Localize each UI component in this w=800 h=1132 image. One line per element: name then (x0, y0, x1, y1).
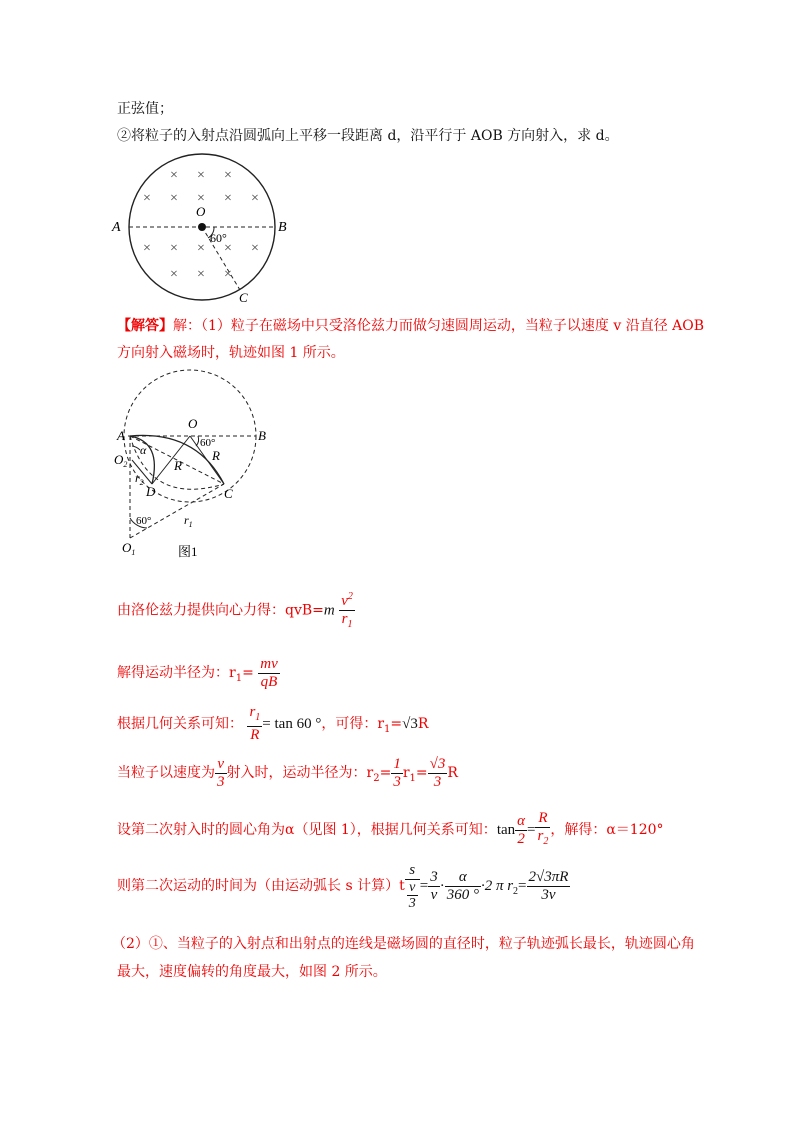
part-2-text: （2）①、当粒子的入射点和出射点的连线是磁场圆的直径时，粒子轨迹弧长最长，轨迹圆心角 (112, 936, 695, 952)
answer-intro-text: 解：（1）粒子在磁场中只受洛伦兹力而做匀速圆周运动，当粒子以速度 v 沿直径 AOB (173, 318, 705, 334)
eq5-num1: α (517, 812, 526, 829)
fig1-label-60: 60° (200, 437, 216, 449)
eq6-n3: 3 (430, 868, 438, 885)
cross-mark: × (197, 168, 205, 183)
label-C: C (239, 290, 248, 304)
cross-mark: × (197, 267, 205, 282)
fig1-label-R-inner: R (174, 458, 182, 473)
cross-mark: × (224, 267, 232, 282)
eq4-label-2: 射入时，运动半径为： (226, 765, 367, 781)
cross-mark: × (224, 241, 232, 256)
eq6-snum: s (409, 861, 416, 878)
fig1-label-C: C (224, 486, 233, 501)
eq4-fden: 3 (393, 773, 401, 790)
equation-6 (117, 856, 570, 922)
eq6-mid: ·2 π r (480, 878, 514, 894)
eq1-fraction (339, 588, 355, 633)
eq1-num-sup: 2 (347, 591, 353, 602)
equation-1 (117, 588, 355, 633)
eq5-den2-sub: 2 (543, 836, 549, 847)
eq3-sqrt: √3 (402, 716, 418, 732)
equation-3 (117, 704, 428, 749)
eq3-mid: ，可得： (321, 716, 378, 732)
eq4-den: 3 (217, 773, 225, 790)
fig1-label-r1: $r_1$ (184, 513, 193, 529)
eq3-res-sub: 1 (384, 723, 391, 735)
eq6-sden-num: v (409, 879, 416, 895)
eq6-mid-sub: 2 (513, 885, 519, 897)
eq4-r2: r (366, 765, 374, 781)
label-O: O (196, 204, 206, 219)
eq2-label: 解得运动半径为： (117, 665, 229, 681)
eq6-aden: 360 ° (446, 886, 479, 903)
eq5-tan: tan (496, 822, 516, 838)
eq6-result-frac (527, 869, 571, 904)
eq2-fraction (258, 656, 280, 691)
eq6-3-over-v (428, 869, 440, 904)
eq6-alpha-frac (445, 869, 481, 904)
answer-intro-2: 方向射入磁场时，轨迹如图 1 所示。 (117, 345, 345, 361)
part-2-text-2: 最大，速度偏转的角度最大，如图 2 所示。 (117, 964, 387, 980)
eq2-den: qB (258, 673, 280, 691)
eq5-frac-2 (535, 810, 550, 850)
fig1-label-O: O (188, 416, 198, 431)
eq5-frac-1 (515, 813, 527, 848)
fig1-label-D: D (146, 484, 156, 499)
fig1-caption: 图1 (178, 544, 198, 559)
eq2-lhs-sub: 1 (235, 672, 243, 684)
label-A: A (112, 220, 121, 235)
cross-mark: × (170, 267, 178, 282)
eq4-fnum: 1 (393, 755, 401, 772)
eq5-den1: 2 (515, 830, 527, 848)
eq2-num: mv (260, 655, 278, 672)
fig1-label-A: A (117, 428, 125, 443)
cross-mark: × (224, 168, 232, 183)
eq6-v-over-3 (407, 880, 418, 911)
cross-mark: × (197, 241, 205, 256)
label-angle-60: 60° (210, 231, 227, 245)
eq1-den: r (341, 611, 348, 627)
fig1-label-alpha: α (140, 443, 147, 457)
eq6-label: 则第二次运动的时间为（由运动弧长 s 计算）t (117, 878, 405, 894)
eq4-r1: r (402, 765, 410, 781)
eq5-result: ，解得：α＝120° (550, 822, 664, 838)
cross-mark: × (251, 191, 259, 206)
fig1-label-O1: $O_1$ (122, 540, 136, 557)
eq4-v-frac (215, 756, 227, 791)
eq6-anum: α (458, 868, 467, 885)
eq3-res-eq: = (390, 716, 403, 732)
angle-alpha-arc (132, 446, 140, 450)
eq4-eq: = (379, 765, 392, 781)
eq2-lhs: r (229, 665, 236, 681)
eq5-label: 设第二次射入时的圆心角为α（见图 1），根据几何关系可知： (117, 822, 497, 838)
eq3-den: R (247, 726, 262, 744)
cross-mark: × (170, 241, 178, 256)
eq3-res-r: R (417, 716, 429, 732)
eq1-lhs: qvB= (285, 602, 324, 619)
equation-5 (117, 810, 664, 850)
eq3-num: r (249, 704, 256, 720)
eq5-den2: r (537, 828, 544, 844)
eq6-s-frac (405, 862, 420, 911)
equation-4 (117, 754, 458, 798)
fig1-label-B: B (258, 428, 266, 443)
eq5-eq: = (527, 822, 536, 838)
eq6-sden-den: 3 (408, 895, 416, 911)
eq3-fraction (247, 704, 262, 744)
answer-intro (117, 316, 704, 336)
question-2-text: ②将粒子的入射点沿圆弧向上平移一段距离 d，沿平行于 AOB 方向射入，求 d。 (117, 128, 619, 144)
center-dot (198, 223, 206, 231)
cross-mark: × (224, 191, 232, 206)
cross-mark: × (170, 168, 178, 183)
eq4-sqrt-frac (428, 756, 448, 791)
eq6-eq: = (419, 878, 429, 894)
eq4-third (391, 756, 403, 791)
eq4-label-1: 当粒子以速度为 (117, 765, 215, 781)
eq1-den-sub: 1 (347, 619, 353, 630)
eq4-sden: 3 (428, 773, 448, 791)
eq1-label: 由洛伦兹力提供向心力得： (117, 602, 285, 619)
eq4-R: R (447, 765, 458, 781)
fig1-label-O2: $O_2$ (114, 452, 128, 469)
eq1-m: m (323, 602, 335, 619)
eq6-eq2: = (518, 878, 527, 894)
eq4-eq2: = (415, 765, 428, 781)
eq3-res-l: r (377, 716, 385, 732)
equation-2 (117, 654, 280, 698)
eq6-fden: 3v (527, 886, 571, 904)
eq3-label: 根据几何关系可知： (117, 716, 243, 732)
answer-tag: 【解答】 (117, 318, 173, 334)
eq1-num: v (341, 593, 348, 609)
fig1-label-r2: $r_2$ (135, 471, 144, 487)
eq5-num2: R (538, 810, 548, 826)
eq4-r2-sub: 2 (373, 772, 380, 784)
cross-mark: × (143, 191, 151, 206)
field-figure (110, 152, 300, 304)
eq6-dv: v (428, 886, 440, 904)
cross-mark: × (143, 241, 151, 256)
line-O1-C (130, 484, 224, 538)
cross-mark: × (170, 191, 178, 206)
figure-1 (110, 366, 280, 566)
eq4-snum: √3 (429, 755, 446, 772)
cross-mark: × (197, 191, 205, 206)
eq6-dot: · (439, 878, 445, 894)
intro-text: 正弦值； (117, 101, 173, 117)
eq3-rhs: = tan 60 ° (262, 716, 322, 732)
eq3-num-sub: 1 (255, 712, 261, 723)
eq4-num: v (217, 755, 225, 772)
eq2-eq: = (242, 665, 254, 681)
eq6-fnum: 2√3πR (528, 868, 569, 885)
fig1-label-R-outer: R (212, 448, 220, 463)
eq4-r1-sub: 1 (409, 772, 416, 784)
fig1-label-60b: 60° (136, 515, 152, 527)
cross-mark: × (251, 241, 259, 256)
label-B: B (278, 220, 287, 235)
